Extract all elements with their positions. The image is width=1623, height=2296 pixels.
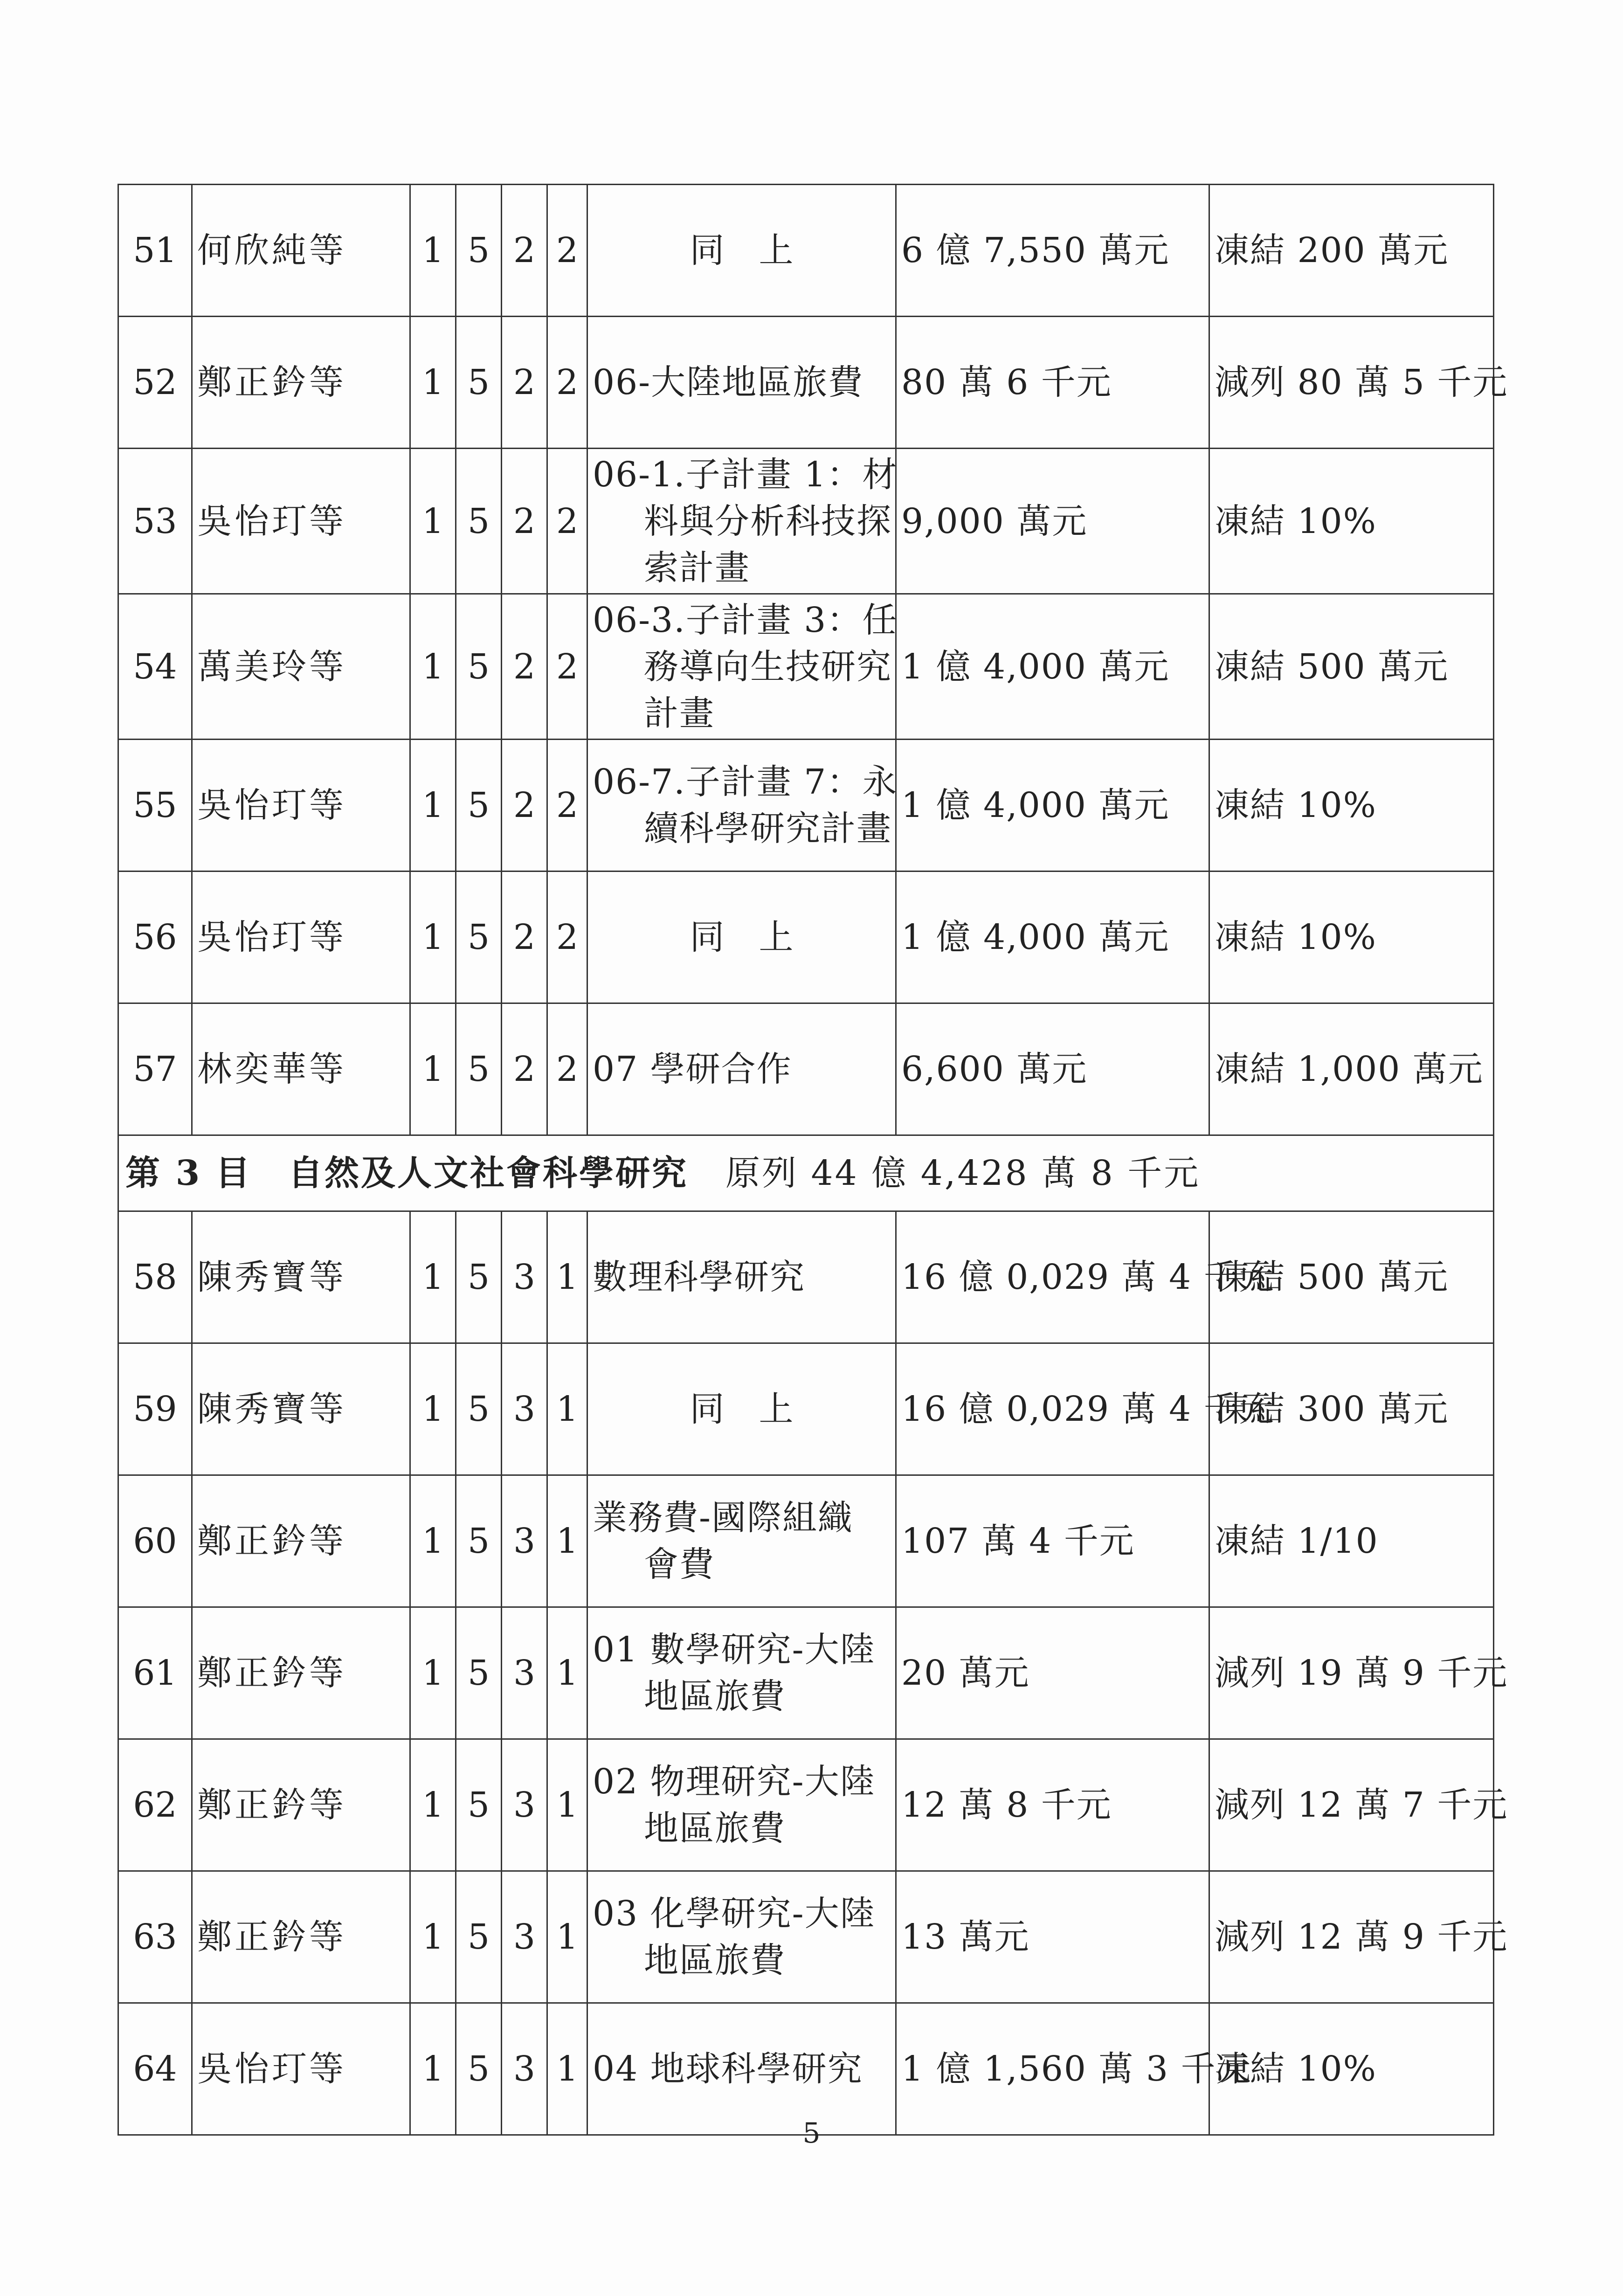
budget-item-line: 07 學研合作 [593,1049,792,1089]
budget-item [587,1211,896,1343]
budget-code-c2: 5 [456,594,502,740]
motion-number: 63 [118,1871,192,2003]
motion-number: 54 [118,594,192,740]
table-row [118,1871,1494,2003]
proposer-name: 陳秀寶等 [192,1343,410,1475]
budget-code-c1: 1 [410,594,456,740]
budget-item-line: 地區旅費 [644,1940,786,1980]
budget-code-c2: 5 [456,1211,502,1343]
proposed-action: 凍結 10% [1209,871,1494,1003]
table-row [118,1607,1494,1739]
budget-amount: 1 億 4,000 萬元 [896,594,1209,740]
budget-code-c2: 5 [456,1003,502,1135]
motion-number: 57 [118,1003,192,1135]
motion-number: 51 [118,185,192,317]
section-original-amount: 原列 44 億 4,428 萬 8 千元 [725,1153,1201,1193]
budget-item-line: 務導向生技研究 [644,646,892,687]
budget-amount: 20 萬元 [896,1607,1209,1739]
budget-item-line: 06-3.子計畫 3：任 [593,600,898,640]
budget-amount: 6,600 萬元 [896,1003,1209,1135]
budget-code-c4: 2 [547,317,587,449]
budget-item-line: 同 上 [690,230,794,270]
proposer-name: 陳秀寶等 [192,1211,410,1343]
budget-item [587,871,896,1003]
budget-code-c4: 1 [547,1871,587,2003]
budget-code-c4: 1 [547,1343,587,1475]
table-row [118,449,1494,594]
budget-item-line: 索計畫 [644,547,750,588]
section-header-row [118,1135,1494,1211]
proposer-name: 鄭正鈐等 [192,1871,410,2003]
budget-code-c4: 2 [547,871,587,1003]
budget-code-c2: 5 [456,740,502,871]
table-row [118,1211,1494,1343]
budget-motion-table [117,184,1508,2136]
budget-code-c1: 1 [410,1739,456,1871]
proposer-name: 吳怡玎等 [192,740,410,871]
budget-code-c1: 1 [410,2003,456,2135]
budget-code-c1: 1 [410,185,456,317]
budget-code-c2: 5 [456,1475,502,1607]
proposed-action: 凍結 10% [1209,449,1494,594]
table-row [118,1343,1494,1475]
budget-code-c3: 3 [502,1607,547,1739]
budget-code-c4: 1 [547,1475,587,1607]
motion-number: 55 [118,740,192,871]
proposer-name: 吳怡玎等 [192,871,410,1003]
budget-item-line: 04 地球科學研究 [593,2049,863,2089]
budget-code-c3: 3 [502,1475,547,1607]
proposed-action: 凍結 1/10 [1209,1475,1494,1607]
budget-code-c2: 5 [456,317,502,449]
budget-code-c3: 2 [502,871,547,1003]
budget-item-line: 06-大陸地區旅費 [593,362,864,402]
budget-item [587,1607,896,1739]
budget-code-c3: 3 [502,2003,547,2135]
table-row [118,740,1494,871]
budget-amount: 13 萬元 [896,1871,1209,2003]
table-row [118,1475,1494,1607]
budget-code-c1: 1 [410,317,456,449]
motion-number: 56 [118,871,192,1003]
proposed-action: 凍結 10% [1209,740,1494,871]
budget-code-c4: 2 [547,1003,587,1135]
proposer-name: 何欣純等 [192,185,410,317]
proposer-name: 鄭正鈐等 [192,1475,410,1607]
section-label: 第 3 目 自然及人文社會科學研究 [125,1153,689,1193]
budget-amount: 16 億 0,029 萬 4 千元 [896,1211,1209,1343]
motion-number: 64 [118,2003,192,2135]
table-row [118,1739,1494,1871]
table-row [118,185,1494,317]
budget-code-c3: 2 [502,185,547,317]
budget-item-line: 同 上 [690,1389,794,1429]
budget-code-c2: 5 [456,1871,502,2003]
budget-code-c2: 5 [456,1739,502,1871]
budget-item-line: 地區旅費 [644,1808,786,1848]
budget-code-c1: 1 [410,449,456,594]
motion-number: 53 [118,449,192,594]
budget-amount: 1 億 1,560 萬 3 千元 [896,2003,1209,2135]
budget-code-c2: 5 [456,1607,502,1739]
budget-item-line: 06-7.子計畫 7：永 [593,762,898,802]
budget-code-c1: 1 [410,740,456,871]
budget-item-line: 會費 [644,1544,715,1584]
proposed-action: 凍結 500 萬元 [1209,1211,1494,1343]
budget-code-c3: 3 [502,1343,547,1475]
proposer-name: 林奕華等 [192,1003,410,1135]
budget-item-line: 01 數學研究-大陸 [593,1630,876,1670]
budget-item-line: 計畫 [644,693,715,733]
section-header [118,1135,1494,1211]
budget-amount: 80 萬 6 千元 [896,317,1209,449]
proposed-action: 凍結 10% [1209,2003,1494,2135]
budget-item-line: 06-1.子計畫 1：材 [593,454,898,495]
budget-item [587,1739,896,1871]
proposed-action: 減列 80 萬 5 千元 [1209,317,1494,449]
motion-number: 52 [118,317,192,449]
budget-code-c3: 2 [502,317,547,449]
budget-amount: 1 億 4,000 萬元 [896,740,1209,871]
proposed-action: 凍結 1,000 萬元 [1209,1003,1494,1135]
table-row [118,317,1494,449]
proposer-name: 鄭正鈐等 [192,317,410,449]
proposed-action: 凍結 300 萬元 [1209,1343,1494,1475]
budget-amount: 12 萬 8 千元 [896,1739,1209,1871]
budget-item-line: 料與分析科技探 [644,501,892,541]
budget-code-c1: 1 [410,871,456,1003]
budget-item [587,449,896,594]
budget-code-c1: 1 [410,1003,456,1135]
budget-code-c1: 1 [410,1607,456,1739]
motion-number: 60 [118,1475,192,1607]
budget-code-c3: 2 [502,449,547,594]
budget-code-c4: 1 [547,1739,587,1871]
proposed-action: 凍結 200 萬元 [1209,185,1494,317]
budget-code-c4: 1 [547,1607,587,1739]
budget-code-c4: 1 [547,2003,587,2135]
budget-code-c2: 5 [456,449,502,594]
budget-item [587,185,896,317]
budget-item-line: 地區旅費 [644,1676,786,1716]
budget-code-c3: 2 [502,594,547,740]
budget-code-c1: 1 [410,1343,456,1475]
budget-code-c2: 5 [456,2003,502,2135]
proposed-action: 減列 19 萬 9 千元 [1209,1607,1494,1739]
budget-code-c4: 2 [547,740,587,871]
budget-code-c3: 3 [502,1211,547,1343]
budget-code-c3: 2 [502,1003,547,1135]
table-row [118,594,1494,740]
proposer-name: 萬美玲等 [192,594,410,740]
motion-number: 61 [118,1607,192,1739]
budget-item-line: 業務費-國際組織 [593,1498,854,1538]
budget-amount: 6 億 7,550 萬元 [896,185,1209,317]
budget-code-c3: 3 [502,1739,547,1871]
budget-code-c4: 2 [547,594,587,740]
budget-code-c2: 5 [456,185,502,317]
budget-item [587,1003,896,1135]
motion-number: 58 [118,1211,192,1343]
budget-code-c2: 5 [456,871,502,1003]
budget-item-line: 03 化學研究-大陸 [593,1894,876,1934]
budget-item-line: 續科學研究計畫 [644,809,892,849]
budget-code-c4: 2 [547,449,587,594]
budget-code-c1: 1 [410,1211,456,1343]
budget-item-line: 同 上 [690,917,794,957]
proposer-name: 吳怡玎等 [192,449,410,594]
budget-item [587,1475,896,1607]
proposed-action: 減列 12 萬 7 千元 [1209,1739,1494,1871]
proposed-action: 凍結 500 萬元 [1209,594,1494,740]
budget-item [587,1871,896,2003]
budget-code-c1: 1 [410,1871,456,2003]
budget-code-c2: 5 [456,1343,502,1475]
budget-amount: 107 萬 4 千元 [896,1475,1209,1607]
proposer-name: 鄭正鈐等 [192,1739,410,1871]
budget-amount: 1 億 4,000 萬元 [896,871,1209,1003]
budget-item [587,740,896,871]
budget-item [587,317,896,449]
proposed-action: 減列 12 萬 9 千元 [1209,1871,1494,2003]
motion-number: 62 [118,1739,192,1871]
budget-code-c4: 2 [547,185,587,317]
budget-item-line: 02 物理研究-大陸 [593,1762,876,1802]
budget-item-line: 數理科學研究 [593,1257,805,1297]
budget-amount: 9,000 萬元 [896,449,1209,594]
table-row [118,1003,1494,1135]
budget-item [587,2003,896,2135]
budget-code-c3: 2 [502,740,547,871]
budget-item [587,1343,896,1475]
budget-code-c1: 1 [410,1475,456,1607]
page-number: 5 [802,2117,821,2150]
budget-code-c3: 3 [502,1871,547,2003]
proposer-name: 吳怡玎等 [192,2003,410,2135]
budget-code-c4: 1 [547,1211,587,1343]
budget-amount: 16 億 0,029 萬 4 千元 [896,1343,1209,1475]
budget-item [587,594,896,740]
table-row [118,871,1494,1003]
table-row [118,2003,1494,2135]
motion-number: 59 [118,1343,192,1475]
proposer-name: 鄭正鈐等 [192,1607,410,1739]
